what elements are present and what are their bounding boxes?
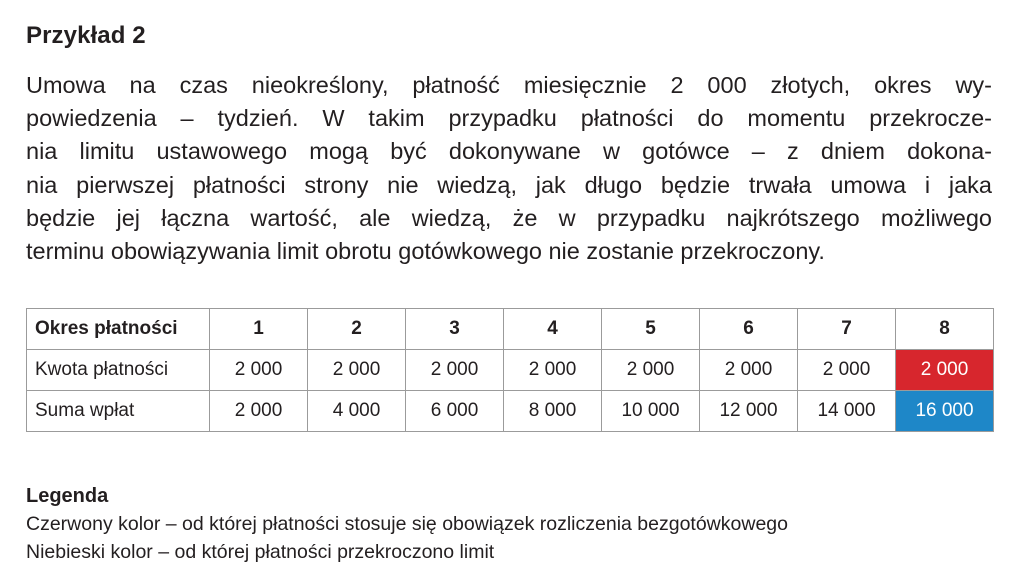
paragraph-line: powiedzenia – tydzień. W takim przypadku płatności do momentu przekrocze- <box>26 105 992 132</box>
paragraph-line: Umowa na czas nieokreślony, płatność miesięcznie 2 000 złotych, okres wy- <box>26 72 992 98</box>
paragraph-line: będzie jej łączna wartość, ale wiedzą, że w przypadku najkrótszego możliwego <box>26 204 992 231</box>
table-cell: 10 000 <box>602 391 700 432</box>
table-header-row <box>27 309 994 350</box>
header-label: Okres płatności <box>27 309 210 350</box>
period-header: 1 <box>210 309 308 350</box>
table-cell: 14 000 <box>798 391 896 432</box>
table-row-total-paid <box>27 391 994 432</box>
table-cell: 8 000 <box>504 391 602 432</box>
period-header: 4 <box>504 309 602 350</box>
period-header: 7 <box>798 309 896 350</box>
legend-item-red: Czerwony kolor – od której płatności stosuje się obowiązek rozliczenia bezgotówkowego <box>26 513 788 535</box>
payment-table <box>26 308 994 432</box>
period-header: 5 <box>602 309 700 350</box>
period-header: 8 <box>896 309 994 350</box>
table-cell: 2 000 <box>602 350 700 391</box>
period-header: 2 <box>308 309 406 350</box>
table-cell: 2 000 <box>210 391 308 432</box>
legend-item-blue: Niebieski kolor – od której płatności przekroczono limit <box>26 541 495 563</box>
table-cell: 4 000 <box>308 391 406 432</box>
table-cell: 2 000 <box>798 350 896 391</box>
table-row-payment-amount <box>27 350 994 391</box>
table-cell-red-highlight: 2 000 <box>896 350 994 391</box>
table-cell-blue-highlight: 16 000 <box>896 391 994 432</box>
legend-title: Legenda <box>26 485 109 507</box>
table-cell: 12 000 <box>700 391 798 432</box>
table-cell: 6 000 <box>406 391 504 432</box>
table-cell: 2 000 <box>700 350 798 391</box>
paragraph-line: terminu obowiązywania limit obrotu gotówkowego nie zostanie przekroczony. <box>26 238 825 265</box>
table-cell: 2 000 <box>308 350 406 391</box>
table-cell: 2 000 <box>504 350 602 391</box>
paragraph-line: nia pierwszej płatności strony nie wiedzą, jak długo będzie trwała umowa i jaka <box>26 171 992 198</box>
example-heading: Przykład 2 <box>26 22 146 49</box>
legend <box>26 482 788 566</box>
period-header: 6 <box>700 309 798 350</box>
row-label: Kwota płatności <box>27 350 210 391</box>
table-cell: 2 000 <box>210 350 308 391</box>
example-description <box>26 69 992 268</box>
row-label: Suma wpłat <box>27 391 210 432</box>
table-cell: 2 000 <box>406 350 504 391</box>
paragraph-line: nia limitu ustawowego mogą być dokonywane w gotówce – z dniem dokona- <box>26 138 992 165</box>
period-header: 3 <box>406 309 504 350</box>
